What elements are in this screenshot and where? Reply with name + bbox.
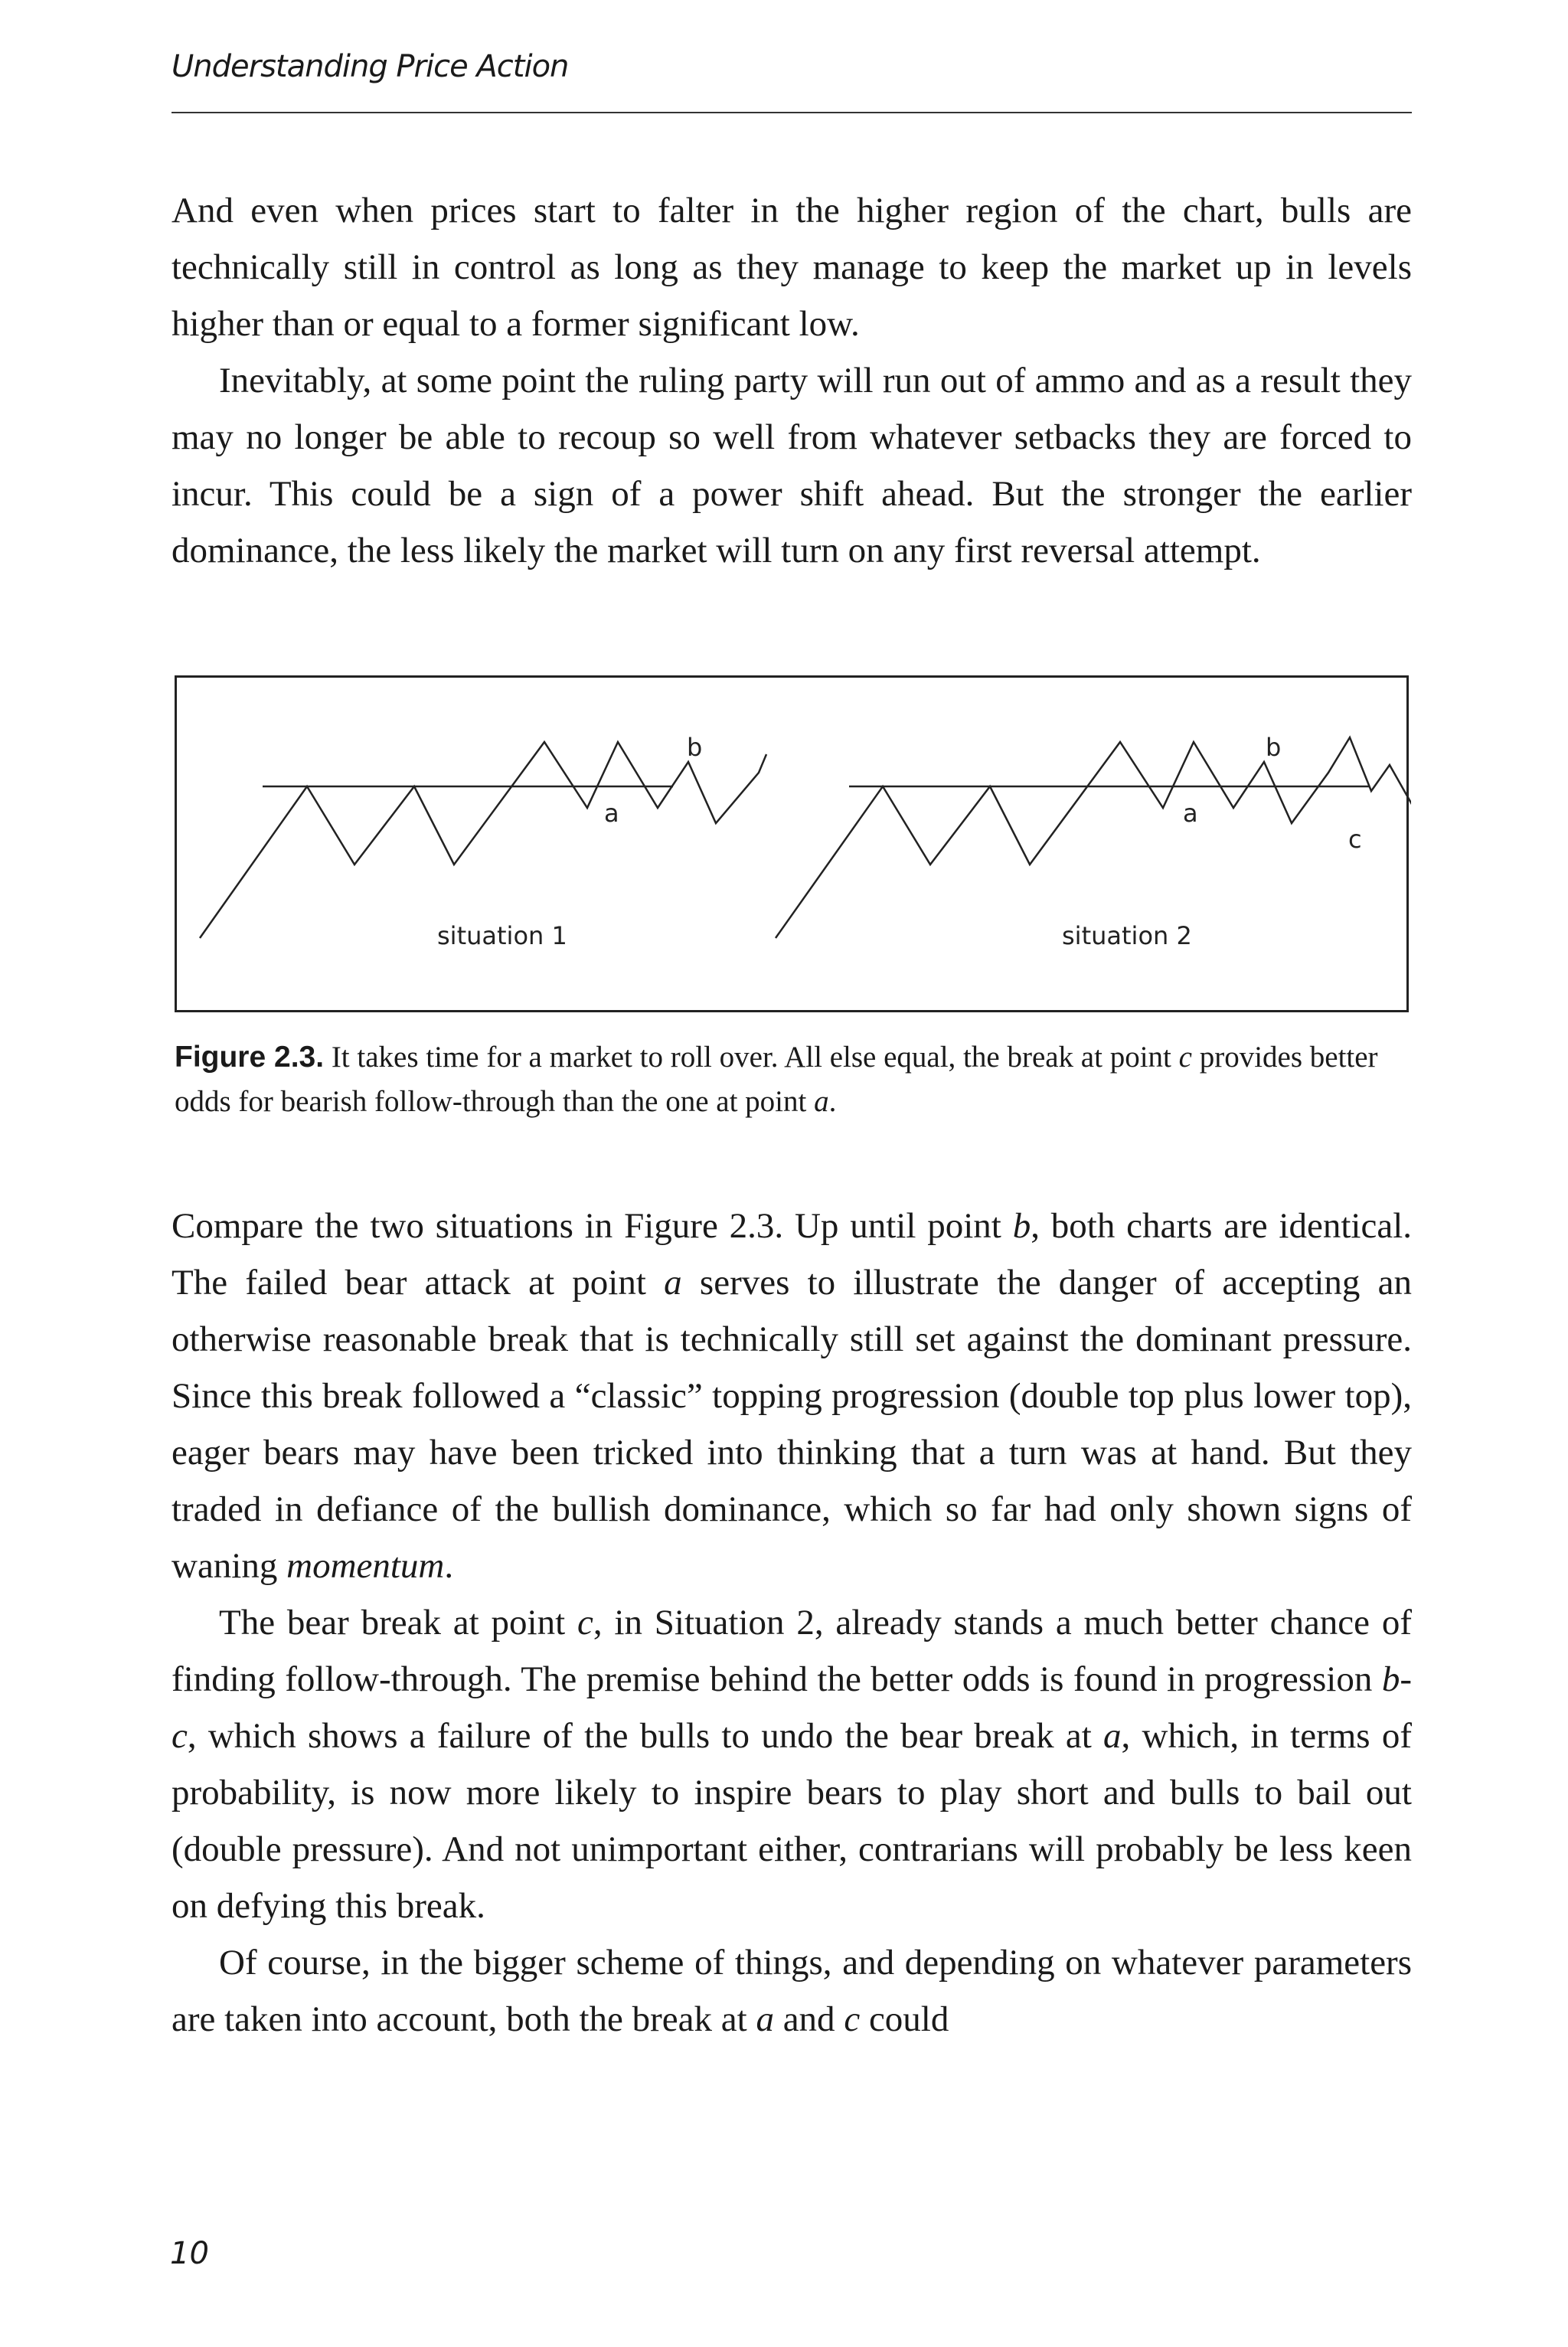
body-text-top bbox=[172, 182, 1412, 579]
caption-point-c: c bbox=[1178, 1041, 1192, 1074]
point-a-label-1: a bbox=[604, 799, 619, 828]
page-number: 10 bbox=[170, 2236, 209, 2271]
situation-1-label: situation 1 bbox=[437, 921, 567, 950]
point-a-label-2: a bbox=[1183, 799, 1198, 828]
paragraph-1: And even when prices start to falter in the higher region of the chart, bulls are technically still in control as long as they manage to keep the market up in levels higher than or equal to a former significant low. bbox=[172, 191, 1412, 344]
caption-point-a: a bbox=[814, 1085, 829, 1118]
body-text-bottom bbox=[172, 1198, 1412, 2048]
caption-text-2: provides better odds for bearish follow-through than the one at point bbox=[175, 1041, 1378, 1118]
point-b-label-2: b bbox=[1266, 733, 1282, 762]
caption-text-1: It takes time for a market to roll over. All else equal, the break at point bbox=[324, 1041, 1179, 1074]
header-rule bbox=[172, 112, 1412, 113]
paragraph-4: The bear break at point c, in Situation 2, already stands a much better chance of finding follow-through. The premise behind the better odds is found in progression b-c, which shows a failure of the bulls to undo the bear break at a, which, in terms of probability, is now more likely to inspire bears to play short and bulls to bail out (double pressure). And not unimportant either, contrarians will probably be less keen on defying this break. bbox=[172, 1603, 1412, 1926]
price-path-situation-2 bbox=[776, 737, 1411, 938]
paragraph-5: Of course, in the bigger scheme of things, and depending on whatever parameters are taken into account, both the break at a and c could bbox=[172, 1943, 1412, 2039]
paragraph-3: Compare the two situations in Figure 2.3. Up until point b, both charts are identical. The failed bear attack at point a serves to illustrate the danger of accepting an otherwise reasonable break that is technically still set against the dominant pressure. Since this break followed a “classic” topping progression (double top plus lower top), eager bears may have been tricked into thinking that a turn was at hand. But they traded in defiance of the bullish dominance, which so far had only shown signs of waning momentum. bbox=[172, 1206, 1413, 1586]
figure-caption bbox=[175, 1035, 1412, 1124]
situation-2-label: situation 2 bbox=[1062, 921, 1192, 950]
caption-text-3: . bbox=[828, 1085, 837, 1118]
point-c-label-2: c bbox=[1348, 825, 1362, 854]
caption-figure-number: Figure 2.3. bbox=[175, 1041, 325, 1074]
price-path-situation-1 bbox=[200, 742, 766, 938]
price-action-diagram bbox=[177, 678, 1411, 1015]
running-header: Understanding Price Action bbox=[172, 49, 569, 84]
figure-2-3 bbox=[175, 675, 1409, 1012]
point-b-label-1: b bbox=[687, 733, 703, 762]
paragraph-2: Inevitably, at some point the ruling party will run out of ammo and as a result they may no longer be able to recoup so well from whatever setbacks they are forced to incur. This could be a sign of a power shift ahead. But the stronger the earlier dominance, the less likely the market will turn on any first reversal attempt. bbox=[172, 361, 1412, 570]
